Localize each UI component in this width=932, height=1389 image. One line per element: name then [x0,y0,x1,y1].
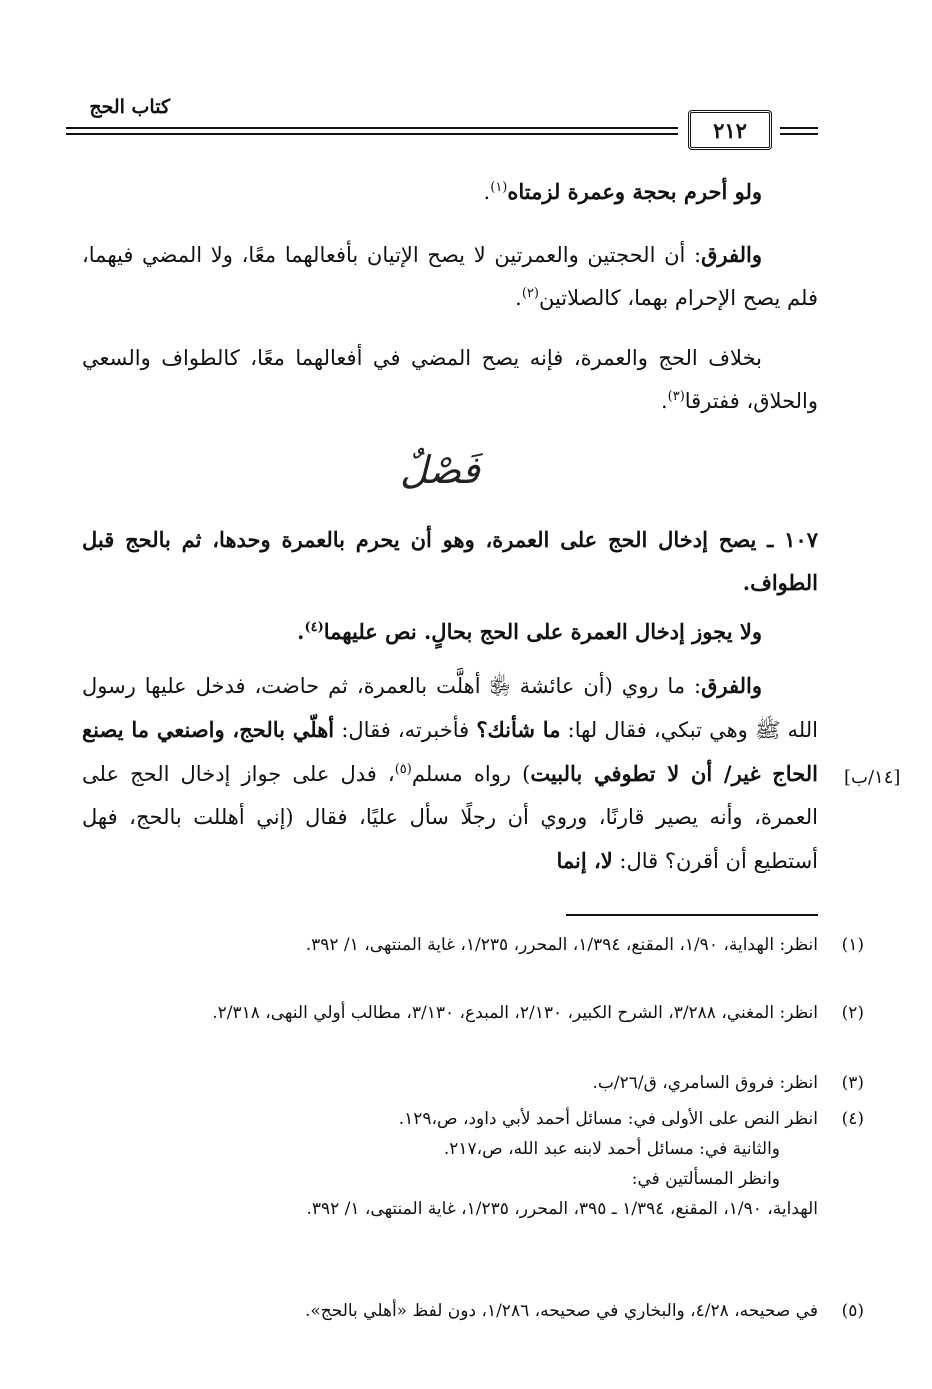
paragraph-2-text: : أن الحجتين والعمرتين لا يصح الإتيان بأفعالهما معًا، ولا المضي فيهما، فلم يصح الإحرام بهما، كالصلاتين [82,243,818,310]
footnote-ref-2: (٢) [521,286,539,301]
footnote-text: انظر: المغني، ٣/٢٨٨، الشرح الكبير، ٢/١٣٠، المبدع، ٣/١٣٠، مطالب أولي النهى، ٢/٣١٨. [212,1003,818,1023]
footnote-number: (٣) [841,1073,864,1093]
section-heading: فَصْلٌ [400,448,480,492]
footnote-4 [82,1104,864,1224]
paragraph-2: والفرق: أن الحجتين والعمرتين لا يصح الإتيان بأفعالهما معًا، ولا المضي فيهما، فلم يصح الإحرام بهما، كالصلاتين$^{(٢)}$. [82,242,818,310]
paragraph-6-text: فأخبرته، فقال: [334,718,477,742]
footnote-ref-1: (١) [490,180,508,195]
paragraph-6-text: ، فدل على جواز إدخال الحج على العمرة، وأنه يصير قارنًا، وروي أن رجلًا سأل عليًا، فقال (إني أهللت بالحج، فهل أستطيع أن أقرن؟ قال: [82,762,818,873]
footnote-text: انظر: الهداية، ١/٩٠، المقنع، ١/٣٩٤، المحرر، ١/٢٣٥، غاية المنتهى، ١/ ٣٩٢. [305,935,818,955]
footnote-text: وانظر المسألتين في: [631,1169,780,1189]
footnote-ref-3: (٣) [667,389,685,404]
paragraph-1-text: ولو أحرم بحجة وعمرة لزمتاه [507,179,762,204]
hadith-quote: لا، إنما [556,848,613,873]
paragraph-6-text: ) رواه مسلم [411,762,531,786]
paragraph-3-text: بخلاف الحج والعمرة، فإنه يصح المضي في أفعالهما معًا، كالطواف والسعي والحلاق، ففترقا [82,346,818,413]
footnote-text: انظر النص على الأولى في: مسائل أحمد لأبي داود، ص،١٢٩. [398,1109,818,1129]
footnote-number: (٥) [841,1301,864,1321]
paragraph-6 [82,664,818,883]
footnote-ref-4: (٤) [304,620,324,635]
footnote-text: الهداية، ١/٩٠، المقنع، ١/٣٩٤ ـ ٣٩٥، المحرر، ١/٢٣٥، غاية المنتهى، ١/ ٣٩٢. [306,1199,818,1219]
footnote-text: انظر: فروق السامري، ق/٢٦/ب. [592,1073,818,1093]
paragraph-4 [82,518,818,604]
footnote-text: والثانية في: مسائل أحمد لابنه عبد الله، ص،٢١٧. [443,1139,780,1159]
paragraph-6-text: : ما روي (أن عائشة ﵂ أهلَّت بالعمرة، ثم حاضت، فدخل عليها رسول الله ﷺ وهي تبكي، فقال لها: [82,674,818,742]
header-rule [780,127,818,129]
footnote-text: في صحيحه، ٤/٢٨، والبخاري في صحيحه، ١/٢٨٦، دون لفظ «أهلي بالحج». [304,1301,818,1321]
manuscript-folio-ref: [١٤/ب] [844,767,901,788]
footnote-5 [82,1296,864,1326]
page-number: ٢١٢ [688,110,772,150]
header-rule [780,133,818,135]
paragraph-5-text: ولا يجوز إدخال العمرة على الحج بحالٍ. نص عليهما [323,619,762,644]
footnote-number: (٢) [841,1003,864,1023]
paragraph-3: بخلاف الحج والعمرة، فإنه يصح المضي في أفعالهما معًا، كالطواف والسعي والحلاق، ففترقا$^{(٣)}$. [82,346,818,413]
header-rule [66,127,678,129]
difference-label: والفرق [701,242,762,267]
difference-label: والفرق [701,673,762,698]
footnote-1 [82,930,864,960]
hadith-quote: ما شأنك؟ [476,717,561,742]
footnote-number: (١) [841,935,864,955]
header-rule [66,133,678,135]
footnote-number: (٤) [841,1109,864,1129]
paragraph-5: ولا يجوز إدخال العمرة على الحج بحالٍ. نص عليهما$^{(٤)}$. [297,619,762,644]
footnote-ref-5: (٥) [394,762,412,777]
running-head-title: كتاب الحج [89,96,170,118]
hadith-quote: أهلّي بالحج، واصنعي ما يصنع الحاج غير/ أن لا تطوفي بالبيت [82,717,818,786]
footnote-2 [82,998,864,1028]
footnote-3 [82,1068,864,1098]
paragraph-1: ولو أحرم بحجة وعمرة لزمتاه$^{(١)}$. [82,170,818,214]
footnote-separator [566,914,818,916]
paragraph-4-text: ١٠٧ ـ يصح إدخال الحج على العمرة، وهو أن يحرم بالعمرة وحدها، ثم بالحج قبل الطواف. [82,527,818,595]
